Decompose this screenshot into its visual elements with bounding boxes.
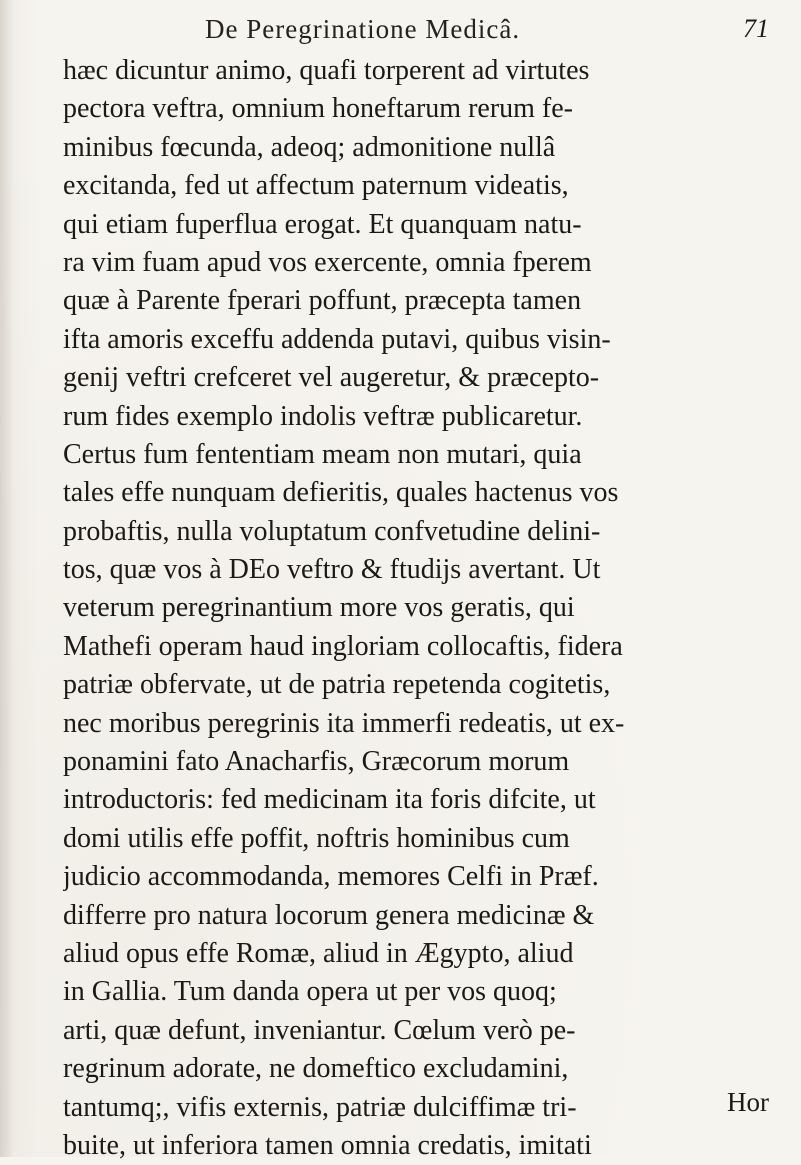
text-line: ifta amoris exceffu addenda putavi, quibus visin- <box>63 323 611 355</box>
text-line: rum fides exemplo indolis veftræ publicaretur. <box>63 400 583 432</box>
text-line: Certus fum fententiam meam non mutari, quia <box>63 438 582 470</box>
text-line: aliud opus effe Romæ, aliud in Ægypto, aliud <box>63 937 574 969</box>
text-line: quæ à Parente fperari poffunt, præcepta tamen <box>63 285 582 317</box>
text-line: differre pro natura locorum genera medicinæ & <box>63 899 595 931</box>
text-line: tales effe nunquam defieritis, quales hactenus vos <box>63 477 619 509</box>
text-line: introductoris: fed medicinam ita foris difcite, ut <box>63 784 596 816</box>
text-line: ra vim fuam apud vos exercente, omnia fperem <box>63 246 592 278</box>
text-line: qui etiam fuperflua erogat. Et quanquam natu- <box>63 208 582 240</box>
text-line: in Gallia. Tum danda opera ut per vos quoq; <box>63 976 557 1008</box>
catchword: Hor <box>727 1087 769 1117</box>
text-line: ponamini fato Anacharfis, Græcorum morum <box>63 746 570 778</box>
body-text <box>63 52 798 1165</box>
page-header <box>0 12 801 42</box>
text-line: probaftis, nulla voluptatum confvetudine delini- <box>63 515 601 547</box>
running-head: De Peregrinatione Medicâ. <box>205 14 521 44</box>
text-line: domi utilis effe poffit, noftris hominibus cum <box>63 822 570 854</box>
gutter-shadow <box>0 0 14 1157</box>
text-line: tantumq;, vifis externis, patriæ dulciffimæ tri- <box>63 1091 577 1123</box>
text-line: arti, quæ defunt, inveniantur. Cœlum verò pe- <box>63 1014 576 1046</box>
page-number: 71 <box>743 14 769 43</box>
text-line: judicio accommodanda, memores Celfi in Præf. <box>63 861 599 893</box>
text-line: patriæ obfervate, ut de patria repetenda cogitetis, <box>63 669 611 701</box>
text-line: excitanda, fed ut affectum paternum videatis, <box>63 170 569 202</box>
text-line: minibus fœcunda, adeoq; admonitione nullâ <box>63 131 556 163</box>
text-line: tos, quæ vos à DEo veftro & ftudijs avertant. Ut <box>63 554 601 586</box>
text-line: nec moribus peregrinis ita immerfi redeatis, ut ex- <box>63 707 625 739</box>
text-line: pectora veftra, omnium honeftarum rerum fe- <box>63 93 574 125</box>
text-line: genij veftri crefceret vel augeretur, & præcepto- <box>63 362 600 394</box>
text-line: hæc dicuntur animo, quafi torperent ad virtutes <box>63 55 590 86</box>
text-line: veterum peregrinantium more vos geratis, qui <box>63 592 575 624</box>
text-line: regrinum adorate, ne domeftico excludamini, <box>63 1053 569 1085</box>
text-line: Mathefi operam haud ingloriam collocaftis, fidera <box>63 630 623 662</box>
text-line: buite, ut inferiora tamen omnia credatis, imitati <box>63 1129 592 1161</box>
